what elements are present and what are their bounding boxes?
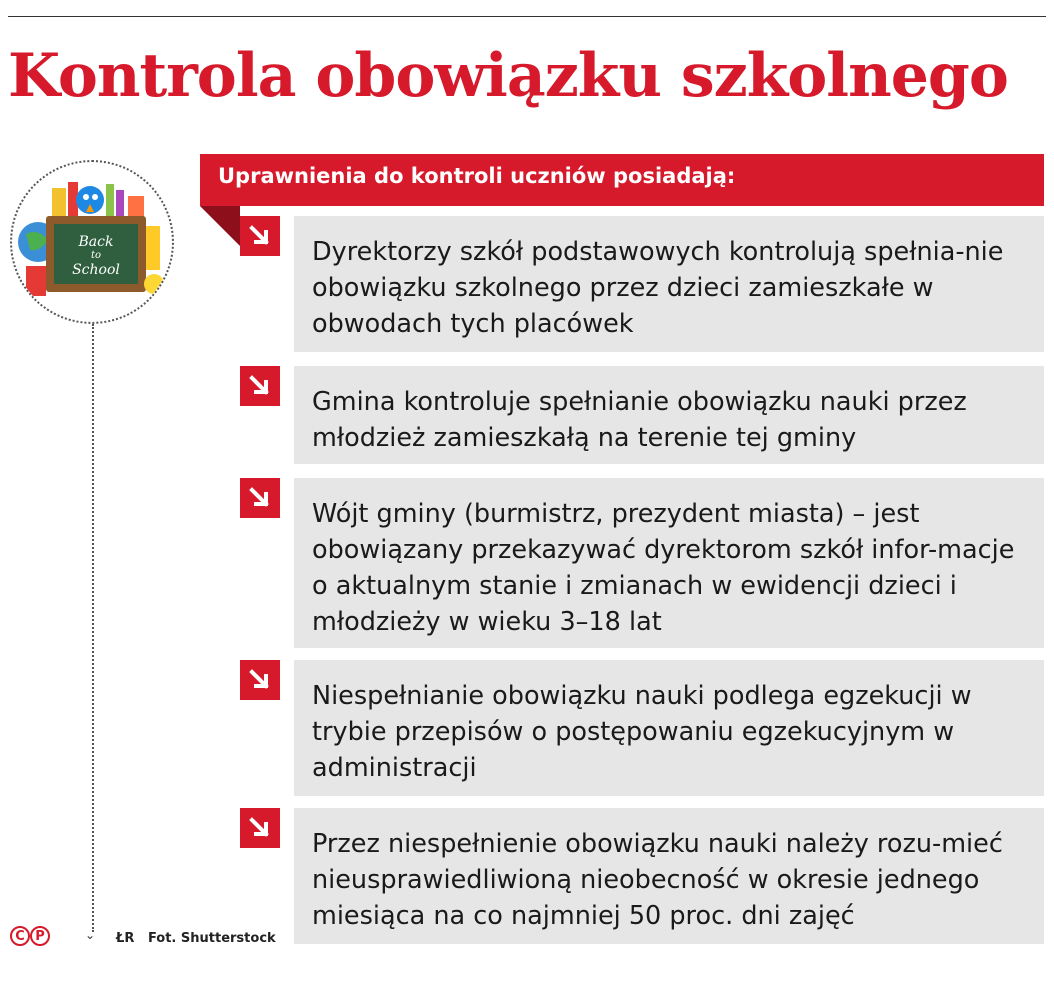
chalkboard-text-back: Back [78, 234, 114, 250]
item-text: Wójt gminy (burmistrz, prezydent miasta) – jest obowiązany przekazywać dyrektorom szkół infor-macje o aktualnym stanie i zmianach w ewidencji dzieci i młodzieży w wieku 3–18 lat [294, 478, 1044, 648]
item-text: Przez niespełnienie obowiązku nauki należy rozu-mieć nieusprawiedliwioną nieobecność w okresie jednego miesiąca na co najmniej 50 proc. dni zajęć [294, 808, 1044, 944]
timeline-dotted-line [92, 324, 94, 932]
photo-credit: Fot. Shutterstock [147, 931, 276, 946]
arrow-down-right-icon [240, 660, 280, 700]
arrow-down-right-icon [240, 808, 280, 848]
publisher-logo [10, 926, 50, 946]
arrow-down-right-icon [240, 216, 280, 256]
item-text: Gmina kontroluje spełnianie obowiązku nauki przez młodzież zamieszkałą na terenie tej gminy [294, 366, 1044, 464]
header-fold-decoration [200, 206, 240, 246]
chevron-down-icon: ⌄ [85, 928, 96, 942]
logo-c: C [10, 926, 30, 946]
top-rule [8, 16, 1046, 17]
back-to-school-illustration [10, 160, 174, 324]
author-initials: ŁR [116, 931, 135, 946]
footer-credits [116, 931, 276, 946]
arrow-down-right-icon [240, 478, 280, 518]
section-header: Uprawnienia do kontroli uczniów posiadają: [200, 154, 1044, 206]
logo-p: P [30, 926, 50, 946]
item-text: Dyrektorzy szkół podstawowych kontrolują spełnia-nie obowiązku szkolnego przez dzieci zamieszkałe w obwodach tych placówek [294, 216, 1044, 352]
item-text: Niespełnianie obowiązku nauki podlega egzekucji w trybie przepisów o postępowaniu egzekucyjnym w administracji [294, 660, 1044, 796]
arrow-down-right-icon [240, 366, 280, 406]
page-title: Kontrola obowiązku szkolnego [8, 41, 1008, 111]
chalkboard-text-school: School [72, 262, 120, 278]
chalkboard-text-to: to [90, 250, 102, 261]
